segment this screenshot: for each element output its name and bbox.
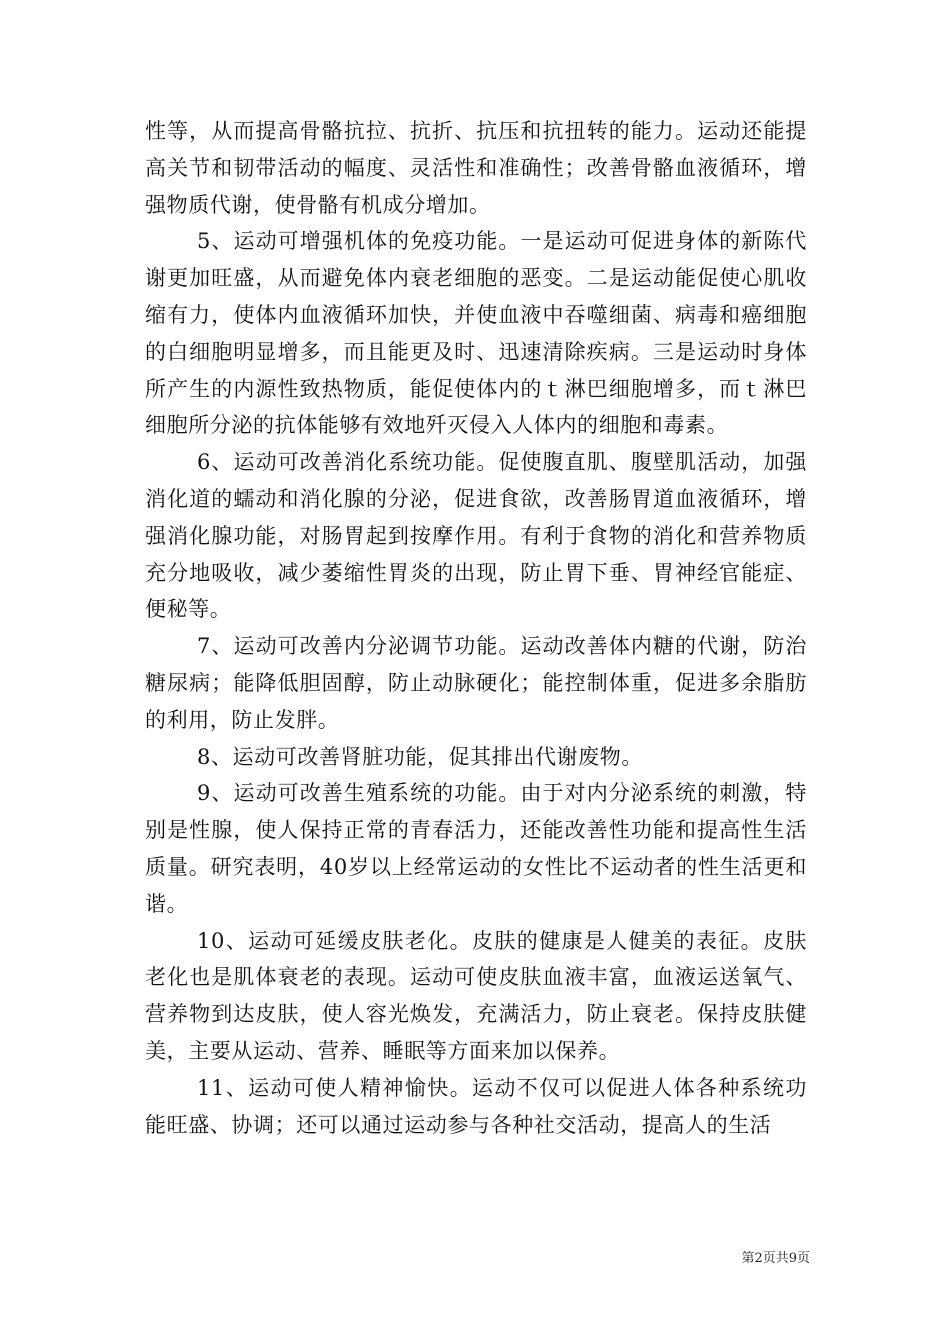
paragraph-skin-aging: 10、运动可延缓皮肤老化。皮肤的健康是人健美的表征。皮肤老化也是肌体衰老的表现。运动可使皮肤血液丰富，血液运送氧气、营养物到达皮肤，使人容光焕发，充满活力，防止衰老。保持皮肤健美，主要从运动、营养、睡眠等方面来加以保养。: [145, 928, 807, 1063]
paragraph-digestive-function: 6、运动可改善消化系统功能。促使腹直肌、腹壁肌活动，加强消化道的蠕动和消化腺的分泌，促进食欲，改善肠胃道血液循环，增强消化腺功能，对肠胃起到按摩作用。有利于食物的消化和营养物质充分地吸收，减少萎缩性胃炎的出现，防止胃下垂、胃神经官能症、便秘等。: [145, 450, 807, 622]
paragraph-immune-function: 5、运动可增强机体的免疫功能。一是运动可促进身体的新陈代谢更加旺盛，从而避免体内衰老细胞的恶变。二是运动能促使心肌收缩有力，使体内血液循环加快，并使血液中吞噬细菌、病毒和癌细胞的白细胞明显增多，而且能更及时、迅速清除疾病。三是运动时身体所产生的内源性致热物质，能促使体内的ｔ淋巴细胞增多，而ｔ淋巴细胞所分泌的抗体能够有效地歼灭侵入人体内的细胞和毒素。: [145, 229, 807, 438]
paragraph-endocrine-function: 7、运动可改善内分泌调节功能。运动改善体内糖的代谢，防治糖尿病；能降低胆固醇，防止动脉硬化；能控制体重，促进多余脂肪的利用，防止发胖。: [145, 634, 807, 732]
document-body: [145, 113, 807, 1143]
paragraph-continued: 性等，从而提高骨骼抗拉、抗折、抗压和抗扭转的能力。运动还能提高关节和韧带活动的幅度、灵活性和准确性；改善骨骼血液循环，增强物质代谢，使骨骼有机成分增加。: [145, 119, 807, 217]
paragraph-mental-health: 11、运动可使人精神愉快。运动不仅可以促进人体各种系统功能旺盛、协调；还可以通过运动参与各种社交活动，提高人的生活: [145, 1075, 807, 1137]
paragraph-reproductive-function: 9、运动可改善生殖系统的功能。由于对内分泌系统的刺激，特别是性腺，使人保持正常的青春活力，还能改善性功能和提高性生活质量。研究表明，40岁以上经常运动的女性比不运动者的性生活更和谐。: [145, 781, 807, 916]
page-number: 第2页共9页: [741, 1251, 810, 1266]
paragraph-kidney-function: 8、运动可改善肾脏功能，促其排出代谢废物。: [197, 744, 643, 769]
